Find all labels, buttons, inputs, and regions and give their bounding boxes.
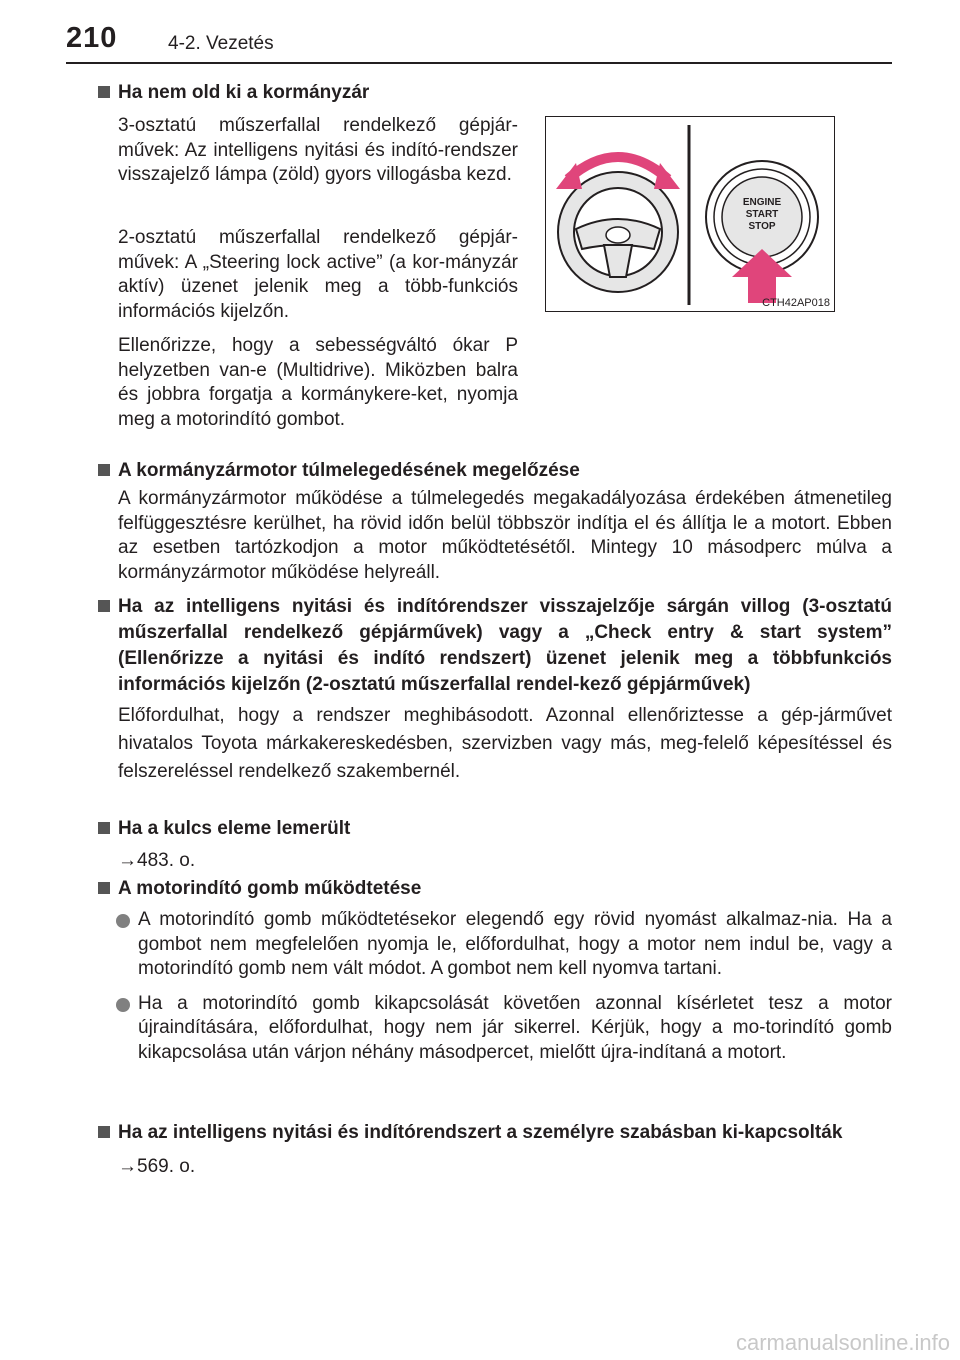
section-heading: Ha az intelligens nyitási és indítórendszert a személyre szabásban ki-kapcsolták xyxy=(98,1120,892,1146)
steering-and-start-button-illustration xyxy=(545,116,835,312)
section-heading: Ha az intelligens nyitási és indítórendszer visszajelzője sárgán villog (3-osztatú műszerfallal rendelkező gépjárművek) vagy a „Check entry & start system” (Ellenőrizze a nyitási és indító rendszert) üzenet jelenik meg a többfunkciós információs kijelzőn (2-osztatú műszerfallal rendel-kező gépjárművek) xyxy=(98,594,892,698)
section-start-button xyxy=(98,876,892,1065)
round-bullet-icon xyxy=(116,914,130,928)
steering-wheel-icon xyxy=(558,172,678,292)
body-paragraph: Előfordulhat, hogy a rendszer meghibásodott. Azonnal ellenőriztesse a gép-járművet hivatalos Toyota márkakereskedésben, szervizben vagy más, meg-felelő képesítéssel és felszereléssel rendelkező szakembernél. xyxy=(118,705,892,782)
page-reference: →483. o. xyxy=(118,850,196,871)
section-customization xyxy=(98,1120,892,1180)
body-paragraph: 3-osztatú műszerfallal rendelkező gépjár-művek: Az intelligens nyitási és indító-rendszer visszajelző lámpa (zöld) gyors villogásba kezd. xyxy=(118,115,518,185)
square-bullet-icon xyxy=(98,600,110,612)
section-system-malfunction xyxy=(98,594,892,786)
list-item: A motorindító gomb működtetésekor elegendő egy rövid nyomást alkalmaz-nia. Ha a gombot nem megfelelően nyomja le, előfordulhat, hogy a motor nem indul be, vagy a motorindító gomb nem vált módot. A gombot nem kell nyomva tartani. xyxy=(98,908,892,982)
square-bullet-icon xyxy=(98,464,110,476)
page-reference: →569. o. xyxy=(118,1156,196,1177)
watermark: carmanualsonline.info xyxy=(735,1330,950,1355)
button-text-line: START xyxy=(745,209,779,220)
section-heading: Ha a kulcs eleme lemerült xyxy=(98,816,892,842)
section-heading: Ha nem old ki a kormányzár xyxy=(98,80,892,106)
square-bullet-icon xyxy=(98,1126,110,1138)
list-item: Ha a motorindító gomb kikapcsolását követően azonnal kísérletet tesz a motor újraindítására, előfordulhat, hogy nem jár sikerrel. Kérjük, hogy a mo-torindító gomb kikapcsolása után várjon néhány másodpercet, mielőtt újra-indítaná a motort. xyxy=(98,992,892,1066)
body-paragraph: 2-osztatú műszerfallal rendelkező gépjár-művek: A „Steering lock active” (a kor-mányzár aktív) üzenet jelenik meg a több-funkciós információs kijelzőn. xyxy=(118,227,518,322)
body-paragraph: Ellenőrizze, hogy a sebességváltó ókar P helyzetben van-e (Multidrive). Miközben balra és jobbra forgatja a kormánykere-ket, nyomja meg a motorindító gombot. xyxy=(118,335,518,430)
section-motor-overheat xyxy=(98,458,892,585)
round-bullet-icon xyxy=(116,998,130,1012)
square-bullet-icon xyxy=(98,882,110,894)
figure-caption: CTH42AP018 xyxy=(762,297,830,309)
square-bullet-icon xyxy=(98,822,110,834)
header-divider xyxy=(66,62,892,64)
square-bullet-icon xyxy=(98,86,110,98)
section-heading: A kormányzármotor túlmelegedésének megelőzése xyxy=(98,458,892,484)
section-heading: A motorindító gomb működtetése xyxy=(98,876,892,902)
illustration-svg xyxy=(546,117,833,310)
button-text-line: STOP xyxy=(748,221,776,232)
section-key-battery xyxy=(98,816,892,874)
body-paragraph: A kormányzármotor működése a túlmelegedés megakadályozása érdekében átmenetileg felfüggesztésre kerülhet, ha rövid időn belül többször indítja el és állítja le a motort. Ebben az esetben tartózkodjon a motor működtetésétől. Mintegy 10 másodperc múlva a kormányzármotor működése helyreáll. xyxy=(118,488,892,583)
chapter-title: 4-2. Vezetés xyxy=(168,33,274,54)
section-steering-lock xyxy=(98,80,892,106)
button-text-line: ENGINE xyxy=(742,197,782,208)
page-number: 210 xyxy=(66,22,118,54)
